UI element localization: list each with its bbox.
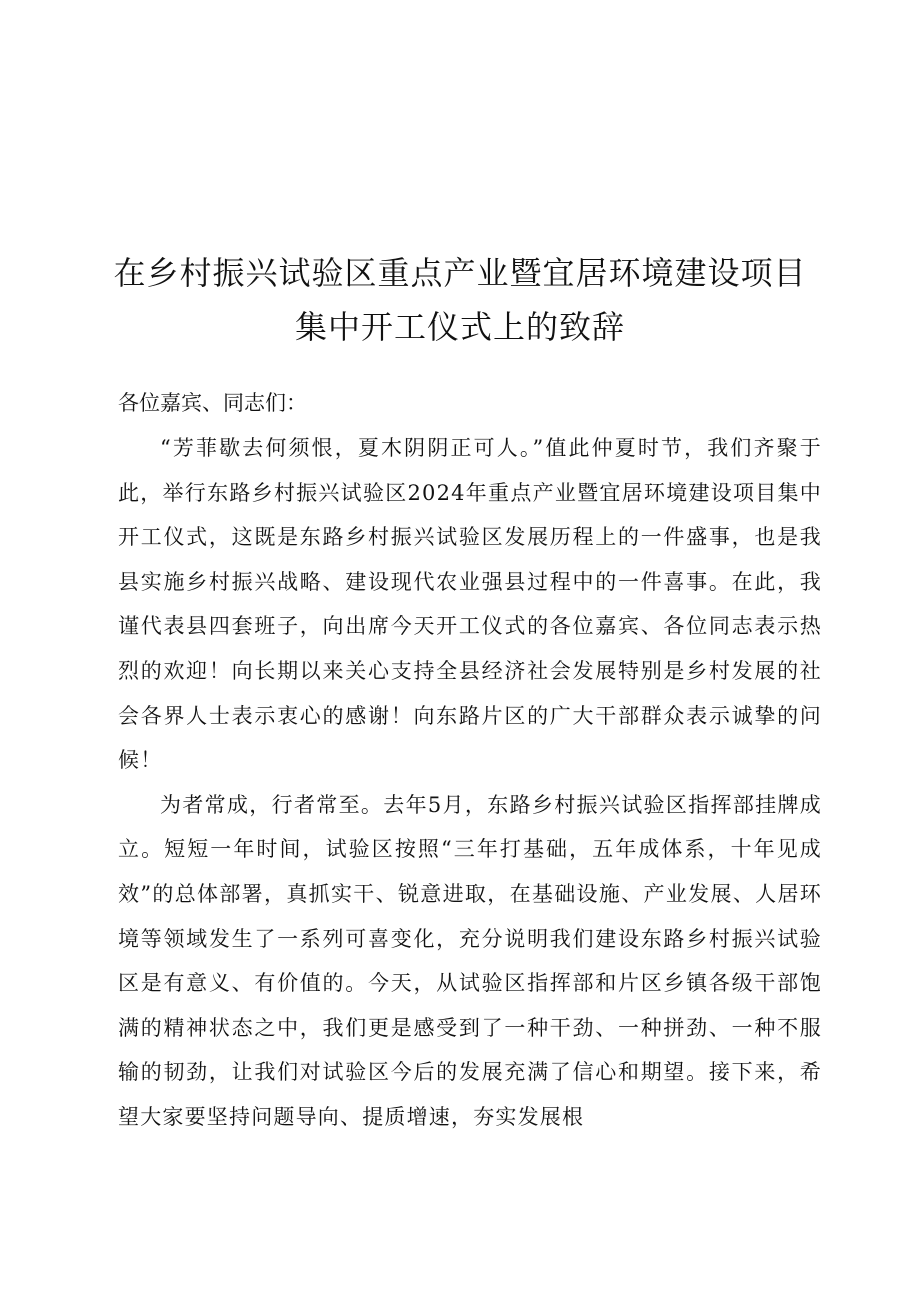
paragraph-2: 为者常成，行者常至。去年5月，东路乡村振兴试验区指挥部挂牌成立。短短一年时间，试验区按照“三年打基础，五年成体系，十年见成效”的总体部署，真抓实干、锐意进取，在基础设施、产业发展、人居环境等领域发生了一系列可喜变化，充分说明我们建设东路乡村振兴试验区是有意义、有价值的。今天，从试验区指挥部和片区乡镇各级干部饱满的精神状态之中，我们更是感受到了一种干劲、一种拼劲、一种不服输的韧劲，让我们对试验区今后的发展充满了信心和期望。接下来，希望大家要坚持问题导向、提质增速，夯实发展根 bbox=[118, 792, 822, 1129]
paragraph-1: “芳菲歇去何须恨，夏木阴阴正可人。”值此仲夏时节，我们齐聚于此，举行东路乡村振兴试验区2024年重点产业暨宜居环境建设项目集中开工仪式，这既是东路乡村振兴试验区发展历程上的一件盛事，也是我县实施乡村振兴战略、建设现代农业强县过程中的一件喜事。在此，我谨代表县四套班子，向出席今天开工仪式的各位嘉宾、各位同志表示热烈的欢迎！向长期以来关心支持全县经济社会发展特别是乡村发展的社会各界人士表示衷心的感谢！向东路片区的广大干部群众表示诚挚的问候！ bbox=[118, 436, 822, 773]
salutation: 各位嘉宾、同志们： bbox=[118, 391, 307, 415]
document-title: 在乡村振兴试验区重点产业暨宜居环境建设项目集中开工仪式上的致辞 bbox=[113, 254, 807, 346]
document-body bbox=[118, 426, 822, 1140]
